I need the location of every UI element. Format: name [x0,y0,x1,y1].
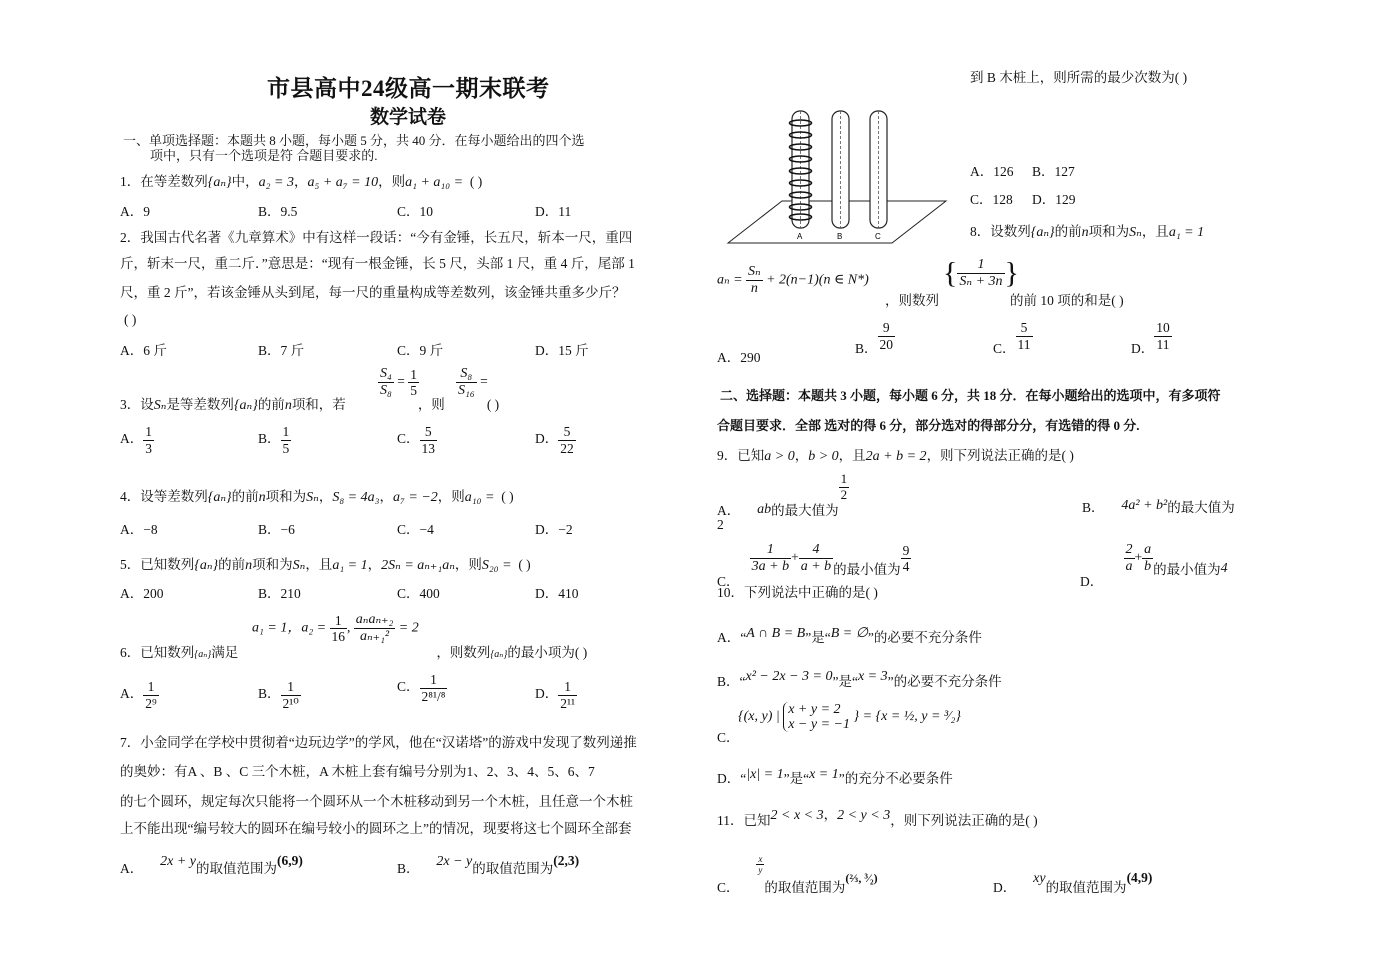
q9-c-f2-den: a + b [800,559,832,575]
q6-d-label: D． [535,686,559,702]
q11-c2: 2 < y < 3 [837,808,891,823]
q3-b-label: B． [258,431,281,447]
q9-d-f2-den: b [1144,559,1152,575]
exam-subtitle: 数学试卷 [370,107,447,128]
q9-c-den: 4 [902,559,910,575]
q8-text6: 的前 10 项的和是( ) [1010,293,1124,308]
q8-c-num: 5 [1016,320,1033,337]
exam-title: 市县高中24级高一期末联考 [267,76,550,101]
q11-text2: ，则下列说法正确的是( ) [890,813,1038,828]
q10-b-e1: x² − 2x − 3 = 0 [745,669,833,684]
q1-text: 1．在等差数列 [120,174,208,189]
q10-a-e2: B = ∅ [830,626,868,641]
q9-option-a [717,471,849,518]
q10-a-text: ”的必要不充分条件 [867,630,982,645]
q5-option-b: B．210 [258,586,301,601]
q3-sn: Sₙ [153,398,167,413]
q4-option-c: C．−4 [397,522,434,537]
question-5-stem [120,556,531,575]
q6-b-num: 1 [281,679,301,696]
q6-c-den: 2⁸¹/⁸ [421,688,446,704]
q11-d-val: (4,9) [1126,870,1153,885]
q8-b-num2: 9 [878,320,896,337]
q8-option-c [993,320,1033,357]
q10-c-system [783,702,850,732]
q9-text: 9．已知 [717,448,765,463]
q5-cond1: a₁ = 1 [332,558,368,573]
q6-b-den: 2¹⁰ [282,695,299,711]
q9-d-f1-den: a [1125,559,1133,575]
q8-b-den: Sₙ + 3n [959,274,1003,290]
q8-f-den: n [750,281,758,297]
q4-n: n [258,490,266,505]
q6-a2-num: 1 [330,613,348,630]
q8-b-den2: 20 [879,336,894,352]
q9-c-f1-den: 3a + b [751,559,790,575]
q8-option-b [855,320,895,357]
q6-option-a [120,679,159,711]
q9-a-den: 2 [840,486,848,502]
section1-line1: 一、单项选择题：本题共 8 小题，每小题 5 分，共 40 分．在每小题给出的四个选 [123,133,585,148]
q9-c2: b > 0 [808,449,839,464]
q6-seq: {aₙ} [194,649,212,660]
q10-option-c-label: C． [717,730,740,745]
question-9-stem [717,447,1074,466]
q3-text3: 的前 [257,397,285,412]
q1-option-d: D．11 [535,204,572,219]
q5-option-d: D．410 [535,586,579,601]
q10-c-left: {(x, y) | [738,709,780,724]
q1-answer-paren: ( ) [469,174,483,189]
q11-b-expr: 2x − y [436,854,473,869]
question-11-stem [717,807,1038,831]
q6-condition: a₁ = 1，a₂ = $\frac{1}{16}$ , $\frac{\text{aₙaₙ₊₂}}{\text{aₙ₊₁²}}$ = 2 [252,612,419,645]
q6-text: 6．已知数列 [120,645,195,660]
q10-b-text: ”的必要不充分条件 [887,674,1002,689]
q10-a-q2: ”是“ [805,630,831,645]
q11-option-c [717,852,878,895]
q9-text3: ，则下列说法正确的是( ) [926,448,1074,463]
q7-option-c: C．128 [970,192,1013,207]
q10-c-eq1: x + y = 2 [788,702,841,717]
hanoi-tower-figure [722,105,952,245]
q6-rec-num: aₙaₙ₊₂ [354,612,396,629]
q9-d-f1-num: 2 [1124,542,1135,559]
q10-c-eq2: x − y = −1 [788,717,850,732]
q9-a-expr: ab [757,501,772,517]
q6-seq2: {aₙ} [490,649,508,660]
question-8-stem [970,223,1204,242]
q6-a-den: 2⁹ [145,695,157,711]
q3-text: 3．设 [120,397,154,412]
q6-a-num: 1 [143,679,158,696]
q8-seq-b: { $\frac{1}{\text{Sₙ + 3n}}$ } [943,256,1019,290]
q10-b-label: B． [717,674,740,689]
q6-d-den: 2¹¹ [560,695,576,711]
q3-option-a [120,424,154,456]
q3-c-label: C． [397,431,420,447]
q3-option-d [535,424,576,456]
q9-b-value: 2 [717,517,724,532]
q6-option-b [258,679,301,711]
q9-d-val: 4 [1220,560,1228,576]
q11-d-label: D． [993,880,1017,895]
q4-sn: Sₙ [306,490,319,505]
q9-c3: 2a + b = 2 [865,449,927,464]
q8-sn: Sₙ [1129,225,1142,240]
q3-text2: 是等差数列 [166,397,234,412]
q3-f1-den: S₈ [380,383,392,399]
q11-a-expr: 2x + y [160,854,196,869]
q9-option-c [717,542,911,589]
q4-option-d: D．−2 [535,522,573,537]
q1-option-c: C．10 [397,204,434,219]
q11-a-text: 的取值范围为 [196,861,277,876]
q10-option-c [738,702,961,732]
q3-text4: 项和，若 [291,397,346,412]
q9-c-f2-num: 4 [799,542,833,559]
q8-f-num: Sₙ [746,264,763,281]
q5-option-c: C．400 [397,586,440,601]
peg-c-label: C [875,232,881,241]
q4-option-b: B．−6 [258,522,295,537]
q6-a2-den: 16 [331,629,346,645]
q2-option-d: D．15 斤 [535,343,589,358]
q3-eq2: = [480,373,488,389]
q5-seq: {aₙ} [194,558,219,573]
q1-option-b: B．9.5 [258,204,298,219]
q10-option-a [717,626,982,647]
q8-text4: ，且 [1141,224,1169,239]
q3-n: n [284,398,292,413]
q8-text3: 项和为 [1088,224,1130,239]
q10-d-text: ”的充分不必要条件 [838,771,953,786]
q8-c-den: 11 [1017,336,1031,352]
q1-cond1: a₂ = 3 [258,175,294,190]
q11-b-val: (2,3) [553,853,580,868]
q3-option-b [258,424,291,456]
q8-d-label: D． [1131,341,1155,357]
q3-f3-num: S₈ [456,366,477,383]
q8-d-den: 11 [1156,336,1170,352]
q11-c-val: (⅔, ³⁄₂) [845,871,878,885]
q2-line2: 斤，斩末一尺，重二斤．”意思是：“现有一根金锤，长 5 尺，头部 1 尺，重 4 斤，尾部 1 [120,256,635,271]
q3-answer-paren: ( ) [486,397,500,412]
q10-b-e2: x = 3 [857,669,888,684]
q6-c-num: 1 [420,672,448,689]
q9-d-text: 的最小值为 [1153,561,1221,577]
q8-c-label: C． [993,341,1016,357]
q5-text5: ，则 [454,557,482,572]
q11-sep: ， [823,807,838,822]
q2-answer-paren: ( ) [124,312,137,327]
q8-b-label: B． [855,341,878,357]
question-3-stem [120,396,499,415]
q6-a-label: A． [120,686,144,702]
q6-b-label: B． [258,686,281,702]
q6-text4: 的最小项为 [507,645,575,660]
q9-c-plus: + [791,549,799,565]
q4-text3: 项和为 [265,489,307,504]
q9-c-num: 9 [902,542,910,558]
q1-option-a: A．9 [120,204,150,219]
q8-rhs: + 2(n−1)(n ∈ N*) [766,272,869,288]
q6-rec-den: aₙ₊₁² [360,629,390,645]
q11-c-text: 的取值范围为 [764,880,846,895]
q5-answer-paren: ( ) [518,557,531,572]
q4-sep: ， [318,489,333,504]
q9-option-b [1082,496,1235,517]
q2-line3: 尺，重 2 斤”，若该金锤从头到尾，每一尺的重量构成等差数列，该金锤共重多少斤？ [120,285,626,300]
q1-text3: ，则 [378,174,406,189]
q8-cond1: a₁ = 1 [1168,225,1205,240]
q11-a-label: A． [120,861,144,876]
q5-n: n [245,558,253,573]
q8-n: n [1081,225,1089,240]
q2-line1: 2．我国古代名著《九章算术》中有这样一段话：“今有金锤，长五尺，斩本一尺，重四 [120,230,633,245]
q4-cond1: S₈ = 4a₃ [332,490,380,505]
q1-text2: 中， [231,174,259,189]
section1-line2: 项中，只有一个选项是符 合题目要求的. [150,148,378,163]
q11-c-label: C． [717,880,740,895]
q3-d-label: D． [535,431,559,447]
q11-text: 11．已知 [717,813,771,828]
q5-sep: ， [367,557,382,572]
q8-d-num: 10 [1156,320,1170,335]
q5-ask: S₂₀ = [481,558,512,573]
q9-a-num: 1 [840,471,848,486]
q6-option-c [397,672,447,704]
q3-a-num: 1 [145,424,152,439]
q9-c-label: C． [717,573,740,589]
q11-c-den: y [758,865,763,876]
q9-c1: a > 0 [764,449,795,464]
q7-option-a: A．126 [970,164,1014,179]
q7-option-d: D．129 [1032,192,1076,207]
question-10-stem: 10．下列说法中正确的是( ) [717,585,878,600]
q7-line2: 的奥妙：有A 、B 、C 三个木桩，A 木桩上套有编号分别为1、2、3、4、5、6、7 [120,764,595,779]
q8-text5: ，则数列 [885,293,939,308]
q8-b-num: 1 [957,257,1004,274]
q10-b-q2: ”是“ [832,674,858,689]
q9-a-text: 的最大值为 [771,502,839,518]
q9-c-text: 的最小值为 [833,561,901,577]
q11-d-text: 的取值范围为 [1045,880,1127,895]
peg-a-label: A [797,232,803,241]
q11-d-expr: xy [1033,871,1046,886]
q2-option-c: C．9 斤 [397,343,444,358]
question-6-stem [120,644,587,664]
q9-text2: ，且 [838,448,866,463]
q4-option-a: A．−8 [120,522,158,537]
q3-d-num: 5 [558,424,576,441]
q3-b-num: 1 [282,424,290,439]
q10-d-e2: x = 1 [809,767,839,782]
q8-seq: {aₙ} [1030,225,1055,240]
q4-sep2: ， [379,489,393,504]
q7-option-b: B．127 [1032,164,1075,179]
q7-line1: 7．小金同学在学校中贯彻着“边玩边学”的学风，他在“汉诺塔”的游戏中发现了数列递推 [120,735,637,750]
q3-d-den: 22 [560,440,574,456]
q4-answer-paren: ( ) [501,489,514,504]
q7-line4: 上不能出现“编号较大的圆环在编号较小的圆环之上”的情况，现要将这七个圆环全部套 [120,821,632,836]
q1-ask: a₁ + a₁₀ = [405,175,464,190]
q11-b-label: B． [397,861,420,876]
q1-cond2: a₅ + a₇ = 10 [307,175,379,190]
q11-a-val: (6,9) [277,853,303,868]
q4-cond2: a₇ = −2 [393,490,438,505]
q3-a-den: 3 [145,440,152,456]
q9-d-plus: + [1134,549,1143,565]
q5-cond2: 2Sₙ = aₙ₊₁aₙ [381,558,455,573]
q11-c1: 2 < x < 3 [770,808,824,823]
q9-sep: ， [794,448,809,463]
q3-f2-num: 1 [410,366,417,382]
q3-eq: = [397,373,405,389]
q1-sep: ， [293,174,308,189]
q3-condition [378,366,419,399]
q4-text4: ，则 [437,489,465,504]
q9-d-label: D． [1080,573,1104,589]
q11-option-a [120,853,303,878]
q2-option-b: B．7 斤 [258,343,305,358]
q10-a-e1: A ∩ B = B [746,626,806,641]
section2-line1: 二、选择题：本题共 3 小题，每小题 6 分，共 18 分．在每小题给出的选项中，有多项符 [720,388,1221,403]
peg-b-label: B [837,232,843,241]
q6-text3: ，则数列 [436,645,491,660]
q3-ask [456,366,488,399]
q3-b-den: 5 [282,440,290,456]
q3-option-c [397,424,437,456]
question-1-stem [120,173,482,192]
q6-answer-paren: ( ) [574,645,588,660]
q10-d-q2: ”是“ [783,771,810,786]
q11-option-d [993,866,1153,895]
q3-seq: {aₙ} [233,398,258,413]
q3-c-num: 5 [420,424,438,441]
q6-c-label: C． [397,679,420,695]
q8-text2: 的前 [1054,224,1082,239]
q3-text5: ，则 [417,397,445,412]
q6-text2: 满足 [211,645,239,660]
q9-b-label: B． [1082,500,1105,515]
q9-option-d [1080,542,1228,589]
q5-text3: 项和为 [252,557,293,572]
q10-d-e1: |x| = 1 [746,767,784,782]
q10-c-right: } = {x = ½, y = ³⁄₂} [853,709,961,724]
q10-a-label: A． [717,630,741,645]
q4-ask: a₁₀ = [464,490,495,505]
q11-b-text: 的取值范围为 [472,861,554,876]
q5-sn: Sₙ [292,558,306,573]
q9-b-text: 的最大值为 [1167,500,1235,515]
q5-text2: 的前 [218,557,246,572]
q5-text: 5．已知数列 [120,557,195,572]
q9-b-expr: 4a² + b² [1121,498,1168,513]
q4-text2: 的前 [231,489,259,504]
q10-b-q1: “ [739,674,746,689]
q3-f1-num: S₄ [378,366,394,383]
q5-option-a: A．200 [120,586,164,601]
q3-f2-den: 5 [410,383,417,399]
q10-d-label: D． [717,771,741,786]
q11-option-b [397,853,580,878]
q9-d-f2-num: a [1142,542,1153,559]
q3-f3-den: S₁₆ [458,383,475,399]
q7-line5: 到 B 木桩上，则所需的最少次数为( ) [970,70,1188,85]
q8-an: aₙ = [717,272,743,288]
q10-a-q1: “ [740,630,747,645]
q6-d-num: 1 [558,679,577,696]
section2-line2: 合题目要求．全部 选对的得 6 分，部分选对的得部分分，有选错的得 0 分. [717,418,1140,433]
q3-a-label: A． [120,431,144,447]
q8-text: 8．设数列 [970,224,1031,239]
q10-option-d [717,767,953,788]
q6-cond1: a₁ = 1，a₂ = [252,620,327,636]
q6-rec-rhs: = 2 [398,620,419,636]
q8-option-d [1131,320,1172,357]
q11-c-num: x [758,854,763,865]
q3-c-den: 13 [421,440,436,456]
question-4-stem [120,488,514,507]
q9-a-label: A． [717,502,741,518]
q8-option-a: A．290 [717,350,761,365]
q4-seq: {aₙ} [207,490,232,505]
q1-seq: {aₙ} [207,175,232,190]
q8-condition [717,264,869,297]
q6-option-d [535,679,577,711]
q9-c-f1-num: 1 [750,542,791,559]
q7-line3: 的七个圆环，规定每次只能将一个圆环从一个木桩移动到另一个木桩，且任意一个木桩 [120,794,633,809]
q10-option-b [717,670,1002,691]
q4-text: 4．设等差数列 [120,489,208,504]
q10-d-q1: “ [740,771,747,786]
q2-option-a: A．6 斤 [120,343,167,358]
q5-text4: ，且 [305,557,333,572]
